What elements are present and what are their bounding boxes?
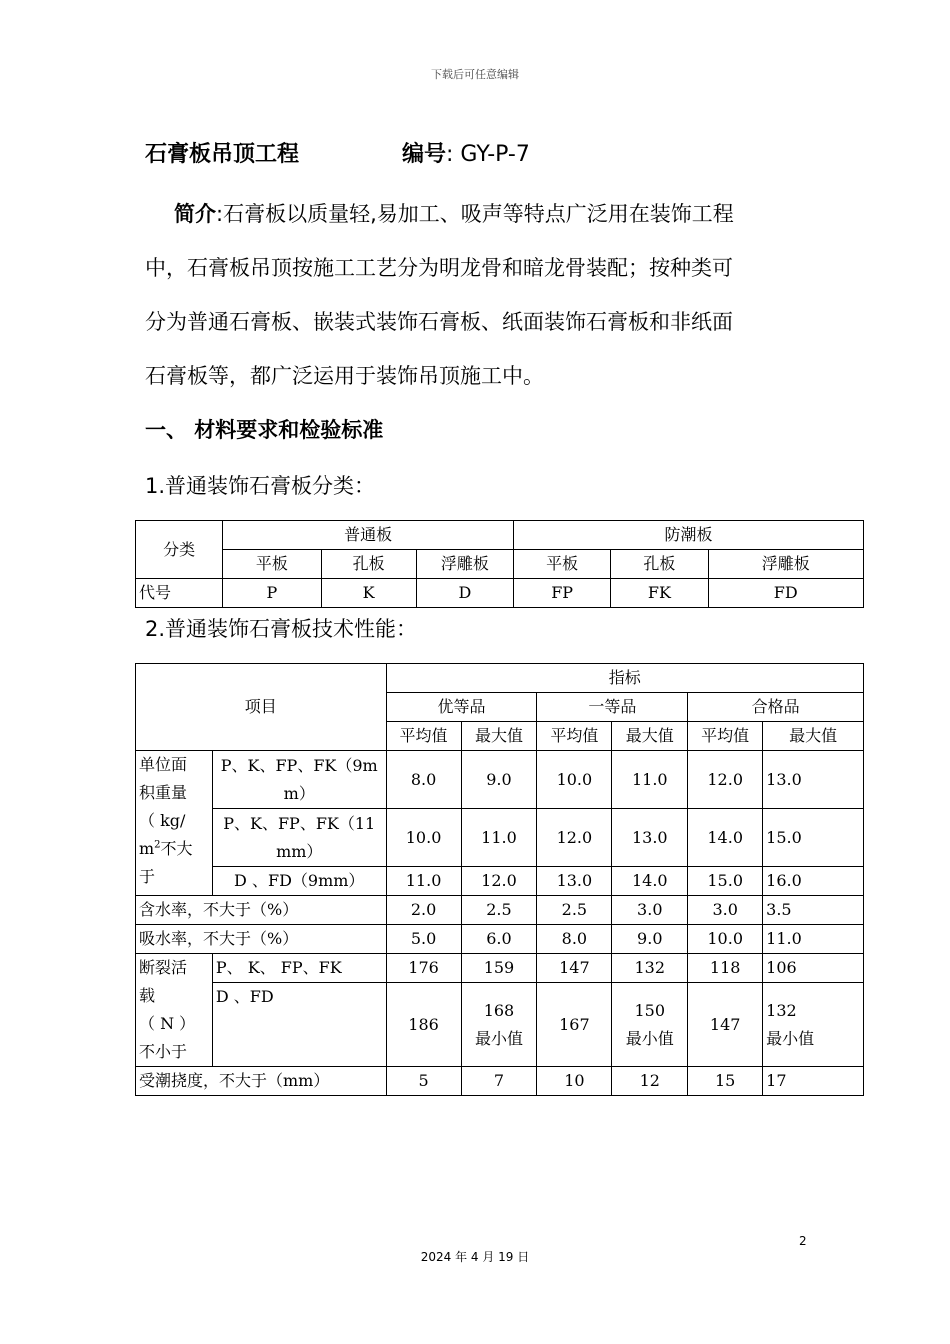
performance-table	[135, 663, 864, 1096]
load-label	[136, 954, 213, 1067]
weight-label	[136, 751, 213, 896]
value-cell: 3.0	[612, 896, 688, 925]
subheading-performance: 2.普通装饰石膏板技术性能：	[145, 617, 418, 641]
value-cell: 2.5	[461, 896, 537, 925]
value-cell: 9.0	[612, 925, 688, 954]
value-cell: 11.0	[763, 925, 864, 954]
weight-sub-3: D 、FD（9mm）	[212, 867, 386, 896]
document-title: 石膏板吊顶工程	[145, 142, 300, 167]
value-cell: 176	[386, 954, 461, 983]
intro-paragraph	[145, 187, 825, 403]
load-label-line: 不小于	[139, 1042, 188, 1061]
value-cell: 13.0	[763, 751, 864, 809]
value-cell: 132	[612, 954, 688, 983]
weight-label-line: 积重量	[139, 783, 188, 802]
value-cell: 9.0	[461, 751, 537, 809]
value-cell: 8.0	[537, 925, 612, 954]
min-label: 最小值	[474, 1028, 523, 1048]
sub-line: mm）	[276, 841, 323, 861]
group-regular: 普通板	[223, 521, 514, 550]
deflection-label: 受潮挠度，不大于（mm）	[136, 1067, 387, 1096]
load-label-line: 断裂活	[139, 958, 188, 977]
intro-lead: 简介	[174, 202, 216, 226]
code-cell: D	[416, 579, 513, 608]
value-cell: 10.0	[386, 809, 461, 867]
code-cell: P	[223, 579, 321, 608]
weight-sub-2	[212, 809, 386, 867]
max-header: 最大值	[461, 722, 537, 751]
weight-unit-m: m	[139, 839, 155, 858]
value-cell: 12	[612, 1067, 688, 1096]
value-line: 150	[634, 1000, 666, 1020]
min-label: 最小值	[625, 1028, 674, 1048]
grade-header: 一等品	[537, 693, 688, 722]
code-cell: FP	[514, 579, 611, 608]
type-cell: 孔板	[321, 550, 416, 579]
type-cell: 浮雕板	[416, 550, 513, 579]
code-row-label: 代号	[136, 579, 223, 608]
value-cell	[763, 983, 864, 1067]
value-cell: 15	[688, 1067, 763, 1096]
value-cell: 2.5	[537, 896, 612, 925]
value-cell: 11.0	[612, 751, 688, 809]
value-cell: 10.0	[688, 925, 763, 954]
sub-line: m）	[283, 783, 315, 803]
intro-line-1	[145, 187, 825, 241]
value-cell: 13.0	[537, 867, 612, 896]
value-cell: 167	[537, 983, 612, 1067]
value-cell: 15.0	[763, 809, 864, 867]
class-label: 分类	[136, 521, 223, 579]
load-label-line: 载	[139, 986, 156, 1005]
grade-header: 合格品	[688, 693, 864, 722]
value-cell: 8.0	[386, 751, 461, 809]
value-cell: 6.0	[461, 925, 537, 954]
value-cell: 118	[688, 954, 763, 983]
section-heading: 一、 材料要求和检验标准	[145, 418, 384, 442]
value-cell: 186	[386, 983, 461, 1067]
value-cell: 12.0	[688, 751, 763, 809]
group-moisture-proof: 防潮板	[514, 521, 864, 550]
intro-line-3: 分为普通石膏板、嵌装式装饰石膏板、纸面装饰石膏板和非纸面	[145, 310, 733, 334]
value-cell: 13.0	[612, 809, 688, 867]
value-cell: 11.0	[461, 809, 537, 867]
index-header: 指标	[386, 664, 863, 693]
value-cell: 17	[763, 1067, 864, 1096]
code-value: : GY-P-7	[446, 142, 530, 167]
value-line: 132	[766, 1000, 797, 1020]
code-cell: FK	[611, 579, 708, 608]
weight-label-line: 单位面	[139, 755, 188, 774]
intro-line-2: 中，石膏板吊顶按施工工艺分为明龙骨和暗龙骨装配；按种类可	[145, 256, 733, 280]
load-sub-1: P、 K、 FP、FK	[212, 954, 386, 983]
value-cell: 147	[688, 983, 763, 1067]
value-cell: 3.0	[688, 896, 763, 925]
absorb-label: 吸水率，不大于（%）	[136, 925, 387, 954]
value-cell: 12.0	[537, 809, 612, 867]
value-cell: 106	[763, 954, 864, 983]
load-sub-2: D 、FD	[212, 983, 386, 1067]
value-cell: 2.0	[386, 896, 461, 925]
type-cell: 平板	[223, 550, 321, 579]
weight-label-line: 于	[139, 867, 156, 886]
value-cell: 7	[461, 1067, 537, 1096]
page-number: 2	[799, 1234, 807, 1248]
avg-header: 平均值	[688, 722, 763, 751]
intro-line-4: 石膏板等，都广泛运用于装饰吊顶施工中。	[145, 364, 544, 388]
weight-unit-sup: 2	[154, 839, 161, 851]
max-header: 最大值	[763, 722, 864, 751]
value-cell: 5.0	[386, 925, 461, 954]
document-code	[402, 137, 530, 168]
value-cell: 147	[537, 954, 612, 983]
code-label: 编号	[402, 142, 447, 167]
subheading-classification: 1.普通装饰石膏板分类：	[145, 474, 376, 498]
type-cell: 浮雕板	[708, 550, 863, 579]
value-cell: 14.0	[612, 867, 688, 896]
value-cell: 10.0	[537, 751, 612, 809]
intro-text-1: :石膏板以质量轻,易加工、吸声等特点广泛用在装饰工程	[216, 202, 734, 226]
value-cell: 10	[537, 1067, 612, 1096]
value-cell: 5	[386, 1067, 461, 1096]
weight-sub-1	[212, 751, 386, 809]
value-cell: 3.5	[763, 896, 864, 925]
weight-label-line	[139, 835, 209, 863]
avg-header: 平均值	[386, 722, 461, 751]
type-cell: 孔板	[611, 550, 708, 579]
classification-table	[135, 520, 864, 608]
grade-header: 优等品	[386, 693, 537, 722]
value-cell: 14.0	[688, 809, 763, 867]
load-label-line: （ N ）	[139, 1014, 196, 1033]
sub-line: P、K、FP、FK（11	[223, 813, 376, 833]
weight-unit-text: 不大	[160, 839, 193, 858]
value-cell: 11.0	[386, 867, 461, 896]
value-line: 168	[483, 1000, 515, 1020]
avg-header: 平均值	[537, 722, 612, 751]
moisture-label: 含水率，不大于（%）	[136, 896, 387, 925]
code-cell: FD	[708, 579, 863, 608]
max-header: 最大值	[612, 722, 688, 751]
value-cell	[612, 983, 688, 1067]
code-cell: K	[321, 579, 416, 608]
value-cell: 15.0	[688, 867, 763, 896]
weight-label-line: （ kg/	[139, 811, 186, 830]
sub-line: P、K、FP、FK（9m	[220, 755, 378, 775]
header-note: 下载后可任意编辑	[431, 68, 519, 81]
min-label: 最小值	[766, 1028, 815, 1048]
type-cell: 平板	[514, 550, 611, 579]
value-cell: 16.0	[763, 867, 864, 896]
value-cell	[461, 983, 537, 1067]
item-header: 项目	[136, 664, 387, 751]
footer-date: 2024 年 4 月 19 日	[420, 1250, 530, 1264]
value-cell: 159	[461, 954, 537, 983]
value-cell: 12.0	[461, 867, 537, 896]
